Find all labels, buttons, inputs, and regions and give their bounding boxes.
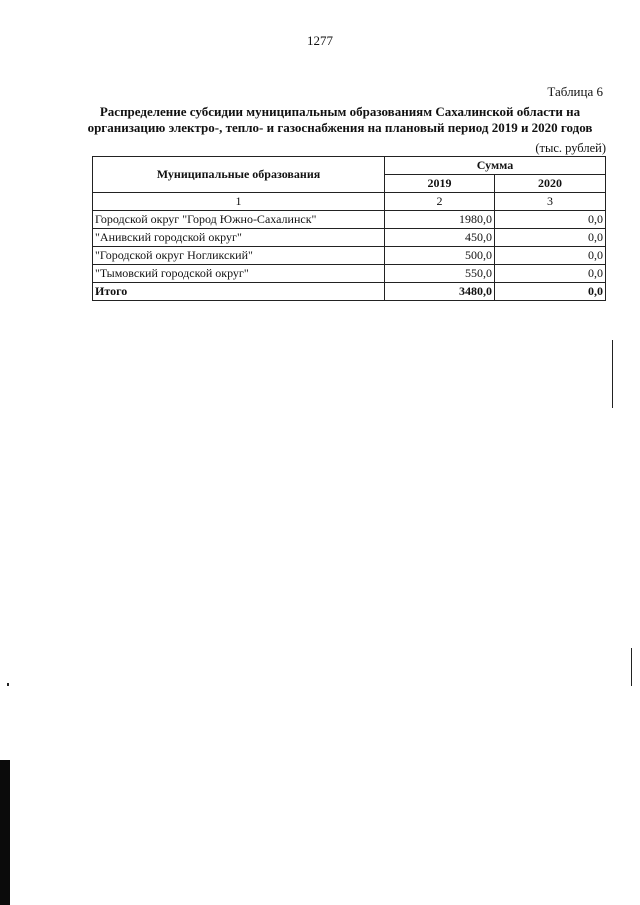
scan-mark xyxy=(612,340,613,408)
index-row xyxy=(93,193,606,211)
title-line-2: организацию электро-, тепло- и газоснабжения на плановый период 2019 и 2020 годов xyxy=(87,120,593,135)
value-2020: 0,0 xyxy=(495,247,606,265)
municipality-name: "Тымовский городской округ" xyxy=(93,265,385,283)
table-row xyxy=(93,247,606,265)
subsidy-table xyxy=(92,156,606,301)
scan-mark xyxy=(7,683,9,686)
value-2019: 500,0 xyxy=(385,247,495,265)
total-label: Итого xyxy=(93,283,385,301)
year-2019-header: 2019 xyxy=(385,175,495,193)
year-2020-header: 2020 xyxy=(495,175,606,193)
index-cell: 2 xyxy=(385,193,495,211)
table-row xyxy=(93,229,606,247)
municipality-name: "Анивский городской округ" xyxy=(93,229,385,247)
value-2020: 0,0 xyxy=(495,211,606,229)
total-row xyxy=(93,283,606,301)
index-cell: 1 xyxy=(93,193,385,211)
header-row xyxy=(93,157,606,175)
index-cell: 3 xyxy=(495,193,606,211)
municipality-name: "Городской округ Ногликский" xyxy=(93,247,385,265)
document-title xyxy=(70,104,610,136)
value-2019: 450,0 xyxy=(385,229,495,247)
municipality-name: Городской округ "Город Южно-Сахалинск" xyxy=(93,211,385,229)
sum-header: Сумма xyxy=(385,157,606,175)
total-2020: 0,0 xyxy=(495,283,606,301)
scan-edge-shadow xyxy=(0,760,10,905)
value-2020: 0,0 xyxy=(495,265,606,283)
unit-note: (тыс. рублей) xyxy=(535,141,606,155)
table-row xyxy=(93,265,606,283)
municipality-header: Муниципальные образования xyxy=(93,157,385,193)
value-2019: 1980,0 xyxy=(385,211,495,229)
title-line-1: Распределение субсидии муниципальным образованиям Сахалинской области на xyxy=(99,104,581,119)
value-2020: 0,0 xyxy=(495,229,606,247)
value-2019: 550,0 xyxy=(385,265,495,283)
table-row xyxy=(93,211,606,229)
total-2019: 3480,0 xyxy=(385,283,495,301)
table-label: Таблица 6 xyxy=(547,84,603,99)
scan-mark xyxy=(631,648,632,686)
page-number: 1277 xyxy=(307,33,333,48)
